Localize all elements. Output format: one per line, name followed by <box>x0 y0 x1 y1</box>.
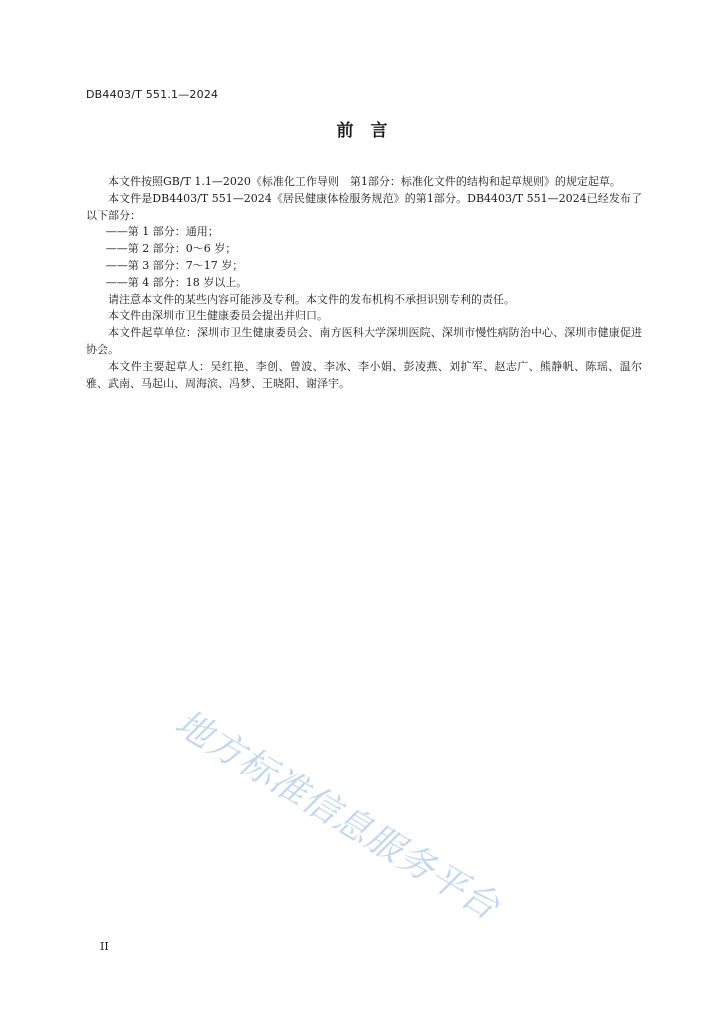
foreword-body <box>86 174 642 392</box>
list-item-part-1: ——第 1 部分：通用； <box>105 225 219 239</box>
paragraph-drafters: 本文件主要起草人：吴红艳、李创、曾波、李冰、李小娟、彭凌燕、刘扩军、赵志广、熊静帆、陈瑶、温尔雅、武南、马起山、周海滨、冯梦、王晓阳、谢泽宇。 <box>86 359 642 390</box>
list-item-part-3: ——第 3 部分：7～17 岁； <box>105 258 244 272</box>
page-number: II <box>100 940 109 953</box>
list-item-part-4: ——第 4 部分：18 岁以上。 <box>105 275 248 289</box>
list-item-part-2: ——第 2 部分：0～6 岁； <box>105 242 237 256</box>
page-title: 前 言 <box>336 121 388 141</box>
watermark: 地方标准信息服务平台 <box>167 702 507 929</box>
paragraph-proposer: 本文件由深圳市卫生健康委员会提出并归口。 <box>108 309 328 323</box>
paragraph-drafting-basis: 本文件按照GB/T 1.1—2020《标准化工作导则 第1部分：标准化文件的结构和起草规则》的规定起草。 <box>108 175 621 188</box>
paragraph-patent-notice: 请注意本文件的某些内容可能涉及专利。本文件的发布机构不承担识别专利的责任。 <box>108 292 515 306</box>
paragraph-drafting-units: 本文件起草单位：深圳市卫生健康委员会、南方医科大学深圳医院、深圳市慢性病防治中心、深圳市健康促进协会。 <box>86 326 642 356</box>
paragraph-parts-intro: 本文件是DB4403/T 551—2024《居民健康体检服务规范》的第1部分。DB4403/T 551—2024已经发布了以下部分： <box>86 191 642 222</box>
document-code: DB4403/T 551.1—2024 <box>86 88 219 101</box>
